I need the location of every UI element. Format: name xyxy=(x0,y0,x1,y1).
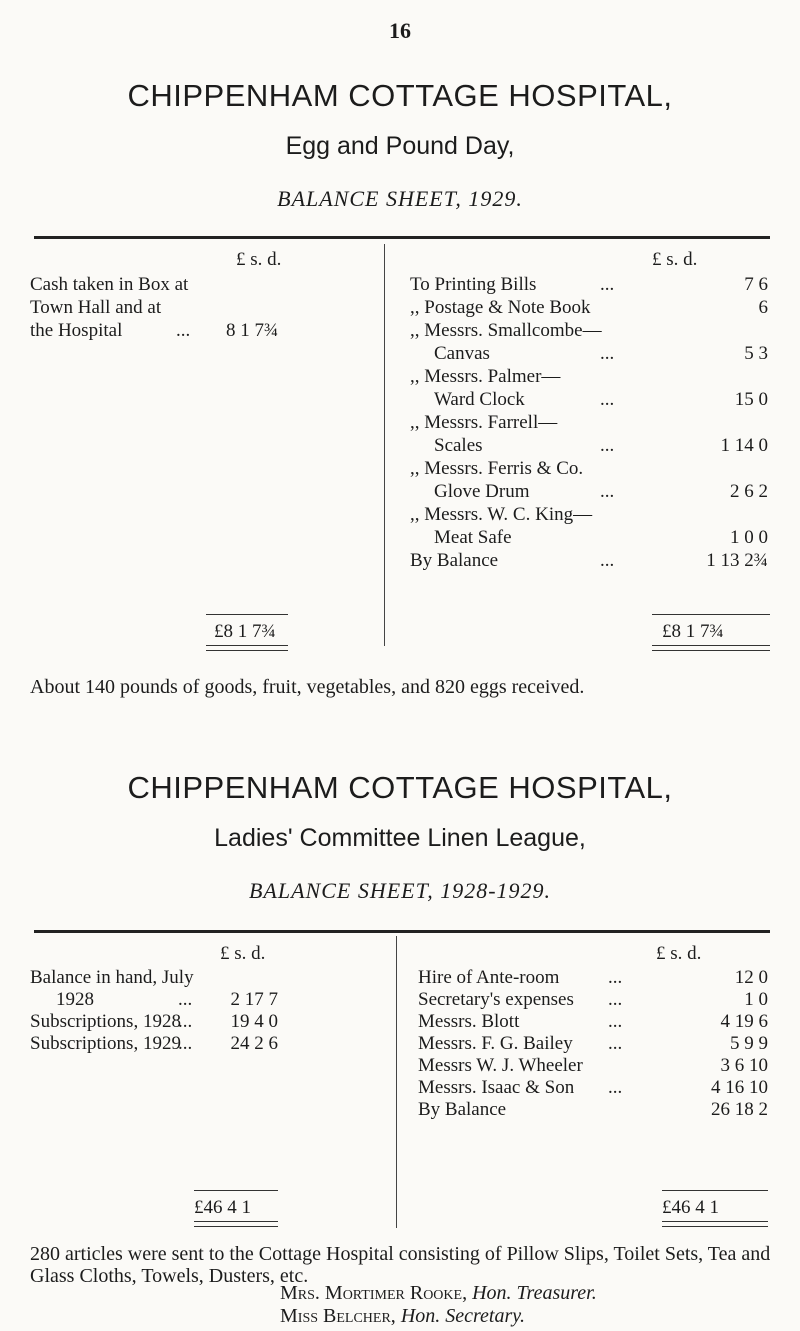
section1-left-header: £ s. d. xyxy=(236,249,282,270)
s2-right-row-6-amount: 4 16 10 xyxy=(711,1077,768,1098)
s1-right-row-1-amount: 7 6 xyxy=(744,274,768,295)
section1-left-desc-2: Town Hall and at xyxy=(30,297,162,318)
s1-right-row-11-text: ,, Messrs. W. C. King— xyxy=(410,504,593,525)
s2-left-row-4-amount: 24 2 6 xyxy=(230,1033,278,1054)
section1-top-rule xyxy=(34,236,770,239)
s2-right-row-6-dots: ... xyxy=(608,1077,623,1098)
s2-right-row-2-amount: 1 0 xyxy=(744,989,768,1010)
s2-right-row-1-text: Hire of Ante-room xyxy=(418,967,560,988)
section2-right-sum-line xyxy=(662,1190,768,1191)
section1-subtitle: Egg and Pound Day, xyxy=(285,132,515,160)
s1-right-row-13-text: By Balance xyxy=(410,550,499,571)
signature-secretary-role: Hon. Secretary. xyxy=(400,1305,526,1327)
signature-secretary-name: Miss Belcher, xyxy=(280,1305,396,1327)
s1-right-row-13-amount: 1 13 2¾ xyxy=(706,550,768,571)
section1-note: About 140 pounds of goods, fruit, vegetables, and 820 eggs received. xyxy=(30,676,585,698)
section1-left-total: £8 1 7¾ xyxy=(214,621,276,642)
s1-right-row-12-text: Meat Safe xyxy=(434,527,512,548)
s2-left-row-3-text: Subscriptions, 1928 xyxy=(30,1011,181,1032)
s1-right-row-2-text: ,, Postage & Note Book xyxy=(410,297,591,318)
section1-left-desc-3: the Hospital xyxy=(30,320,123,341)
section2-subtitle: Ladies' Committee Linen League, xyxy=(214,824,586,852)
section2-top-rule xyxy=(34,930,770,933)
section1-right-header: £ s. d. xyxy=(652,249,698,270)
s1-right-row-8-text: Scales xyxy=(434,435,483,456)
s1-right-row-2-amount: 6 xyxy=(758,297,768,318)
s1-right-row-13-dots: ... xyxy=(600,550,615,571)
section2-right-total: £46 4 1 xyxy=(662,1197,719,1218)
s1-right-row-4-text: Canvas xyxy=(434,343,490,364)
s1-right-row-6-text: Ward Clock xyxy=(434,389,525,410)
s2-right-row-3-amount: 4 19 6 xyxy=(720,1011,768,1032)
section1-right-sum-line xyxy=(652,614,770,615)
s2-right-row-1-dots: ... xyxy=(608,967,623,988)
s1-right-row-4-amount: 5 3 xyxy=(744,343,768,364)
s2-right-row-4-amount: 5 9 9 xyxy=(730,1033,768,1054)
section2-title: CHIPPENHAM COTTAGE HOSPITAL, xyxy=(127,770,673,805)
s2-right-row-2-dots: ... xyxy=(608,989,623,1010)
section1-column-divider xyxy=(384,244,385,646)
s2-left-row-4-dots: ... xyxy=(178,1033,193,1054)
s1-right-row-8-amount: 1 14 0 xyxy=(720,435,768,456)
section1-sheet-title: BALANCE SHEET, 1929. xyxy=(277,186,523,211)
s2-left-row-3-amount: 19 4 0 xyxy=(230,1011,278,1032)
section2-sheet-title: BALANCE SHEET, 1928-1929. xyxy=(248,878,552,903)
s2-right-row-2-text: Secretary's expenses xyxy=(418,989,574,1010)
s2-left-row-2-amount: 2 17 7 xyxy=(230,989,278,1010)
section1-left-total-underline xyxy=(206,645,288,651)
s2-left-row-3-dots: ... xyxy=(178,1011,193,1032)
s1-right-row-6-amount: 15 0 xyxy=(734,389,768,410)
s2-right-row-6-text: Messrs. Isaac & Son xyxy=(418,1077,575,1098)
s2-right-row-3-dots: ... xyxy=(608,1011,623,1032)
section1-left-dots: ... xyxy=(176,320,191,341)
s2-left-row-2-text: 1928 xyxy=(56,989,94,1010)
s2-right-row-4-dots: ... xyxy=(608,1033,623,1054)
s1-right-row-1-dots: ... xyxy=(600,274,615,295)
section1-left-desc-1: Cash taken in Box at xyxy=(30,274,189,295)
s1-right-row-1-text: To Printing Bills xyxy=(410,274,537,295)
s1-right-row-9-text: ,, Messrs. Ferris & Co. xyxy=(410,458,584,479)
section2-right-total-underline xyxy=(662,1221,768,1227)
s2-right-row-7-amount: 26 18 2 xyxy=(711,1099,768,1120)
s2-right-row-5-text: Messrs W. J. Wheeler xyxy=(418,1055,583,1076)
s2-left-row-4-text: Subscriptions, 1929 xyxy=(30,1033,181,1054)
s1-right-row-5-text: ,, Messrs. Palmer— xyxy=(410,366,561,387)
s2-left-row-2-dots: ... xyxy=(178,989,193,1010)
section1-left-sum-line xyxy=(206,614,288,615)
section1-right-total: £8 1 7¾ xyxy=(662,621,724,642)
s1-right-row-10-amount: 2 6 2 xyxy=(730,481,768,502)
section2-left-sum-line xyxy=(194,1190,278,1191)
s1-right-row-3-text: ,, Messrs. Smallcombe— xyxy=(410,320,602,341)
section2-left-total-underline xyxy=(194,1221,278,1227)
section2-right-header: £ s. d. xyxy=(656,943,702,964)
s1-right-row-12-amount: 1 0 0 xyxy=(730,527,768,548)
s2-right-row-3-text: Messrs. Blott xyxy=(418,1011,520,1032)
s1-right-row-6-dots: ... xyxy=(600,389,615,410)
section2-left-header: £ s. d. xyxy=(220,943,266,964)
section1-title: CHIPPENHAM COTTAGE HOSPITAL, xyxy=(127,78,673,113)
section2-note: 280 articles were sent to the Cottage Hospital consisting of Pillow Slips, Toilet Sets, Tea and Glass Cloths, Towels, Dusters, etc. xyxy=(30,1243,771,1287)
s2-right-row-5-amount: 3 6 10 xyxy=(720,1055,768,1076)
s1-right-row-10-text: Glove Drum xyxy=(434,481,530,502)
section2-column-divider xyxy=(396,936,397,1228)
signature-treasurer-role: Hon. Treasurer. xyxy=(472,1282,597,1304)
page-number: 16 xyxy=(389,18,411,43)
s1-right-row-7-text: ,, Messrs. Farrell— xyxy=(410,412,558,433)
s1-right-row-4-dots: ... xyxy=(600,343,615,364)
s1-right-row-10-dots: ... xyxy=(600,481,615,502)
s2-left-row-1-text: Balance in hand, July xyxy=(30,967,194,988)
signature-secretary xyxy=(280,1303,525,1329)
s1-right-row-8-dots: ... xyxy=(600,435,615,456)
s2-right-row-4-text: Messrs. F. G. Bailey xyxy=(418,1033,573,1054)
section1-left-amount: 8 1 7¾ xyxy=(226,320,279,341)
section2-left-total: £46 4 1 xyxy=(194,1197,251,1218)
signature-treasurer-name: Mrs. Mortimer Rooke, xyxy=(280,1282,468,1304)
s2-right-row-1-amount: 12 0 xyxy=(734,967,768,988)
s2-right-row-7-text: By Balance xyxy=(418,1099,507,1120)
section1-right-total-underline xyxy=(652,645,770,651)
